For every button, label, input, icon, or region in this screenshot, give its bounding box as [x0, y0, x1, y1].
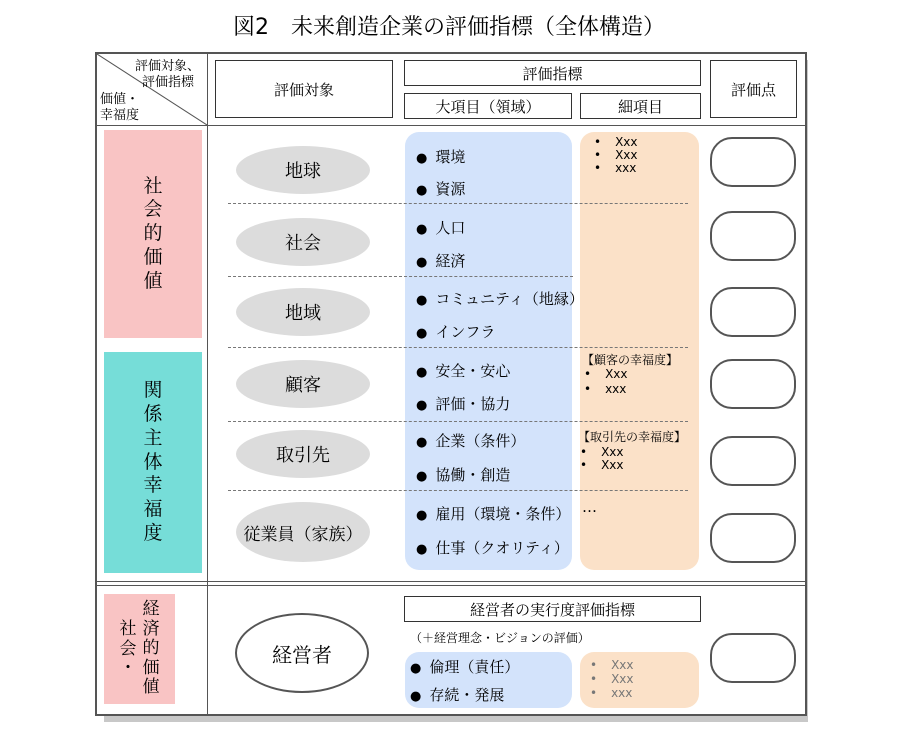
list-item: ● 企業（条件） [416, 432, 526, 450]
list-item: ● 資源 [416, 180, 466, 198]
list-item: ● インフラ [416, 323, 496, 341]
economic-col1 [143, 600, 160, 698]
detail-header: 【顧客の幸福度】 [582, 353, 679, 367]
detail-label: Xxx [611, 672, 634, 686]
item-label: 人口 [435, 219, 466, 237]
detail-label: Xxx [601, 458, 624, 472]
header-detail: 細項目 [580, 93, 701, 119]
diag-top-line1: 評価対象、 [135, 59, 201, 74]
detail-label: Xxx [601, 445, 624, 459]
char: 会 [119, 638, 137, 659]
item-label: 協働・創造 [435, 466, 511, 484]
char: 値 [142, 677, 160, 698]
char: 社 [143, 174, 163, 197]
economic-col2 [120, 620, 137, 679]
row-separator [228, 490, 688, 491]
score-box[interactable] [710, 211, 796, 261]
detail-item: • Xxx [590, 672, 634, 686]
list-item: ● 雇用（環境・条件） [416, 505, 571, 523]
detail-label: xxx [605, 382, 627, 396]
header-target: 評価対象 [215, 60, 393, 118]
score-box[interactable] [710, 513, 796, 563]
list-item: ● 協働・創造 [416, 466, 511, 484]
item-label: 環境 [435, 148, 466, 166]
section-divider [97, 585, 805, 586]
char: 係 [143, 403, 163, 426]
category-social-value [104, 130, 202, 338]
score-box[interactable] [710, 633, 796, 683]
score-box[interactable] [710, 436, 796, 486]
item-label: 仕事（クオリティ） [435, 539, 569, 557]
target-employee: 従業員（家族） [236, 502, 370, 562]
char: 社 [119, 619, 137, 639]
item-label: コミュニティ（地縁） [435, 290, 584, 308]
detail-header: 【取引先の幸福度】 [578, 430, 687, 444]
category-stakeholder [104, 352, 202, 573]
char: 主 [143, 426, 163, 449]
detail-label: xxx [611, 686, 633, 700]
char: 値 [143, 269, 163, 292]
row-separator [228, 276, 573, 277]
row-separator [228, 347, 688, 348]
item-label: 存続・発展 [429, 686, 505, 704]
section-divider [97, 581, 805, 582]
header-score: 評価点 [710, 60, 797, 118]
char: 幸 [143, 474, 163, 497]
list-item: ● 人口 [416, 219, 466, 237]
detail-label: Xxx [605, 367, 628, 381]
char: 済 [142, 618, 160, 639]
list-item: ● 安全・安心 [416, 362, 511, 380]
char: 価 [143, 245, 163, 268]
detail-label: Xxx [615, 135, 638, 149]
target-customer: 顧客 [236, 360, 370, 408]
item-label: 経済 [435, 252, 466, 270]
detail-item: • Xxx [590, 658, 634, 672]
detail-label: xxx [615, 161, 637, 175]
char: 福 [143, 498, 163, 521]
target-earth: 地球 [236, 146, 370, 194]
figure-title: 図2 未来創造企業の評価指標（全体構造） [233, 15, 665, 40]
detail-item: • Xxx [580, 458, 624, 472]
manager-note: （＋経営理念・ビジョンの評価） [410, 631, 590, 645]
char: 的 [142, 638, 160, 659]
header-major: 大項目（領域） [404, 93, 572, 119]
char: 関 [143, 379, 163, 402]
category-economic-social-value [104, 594, 175, 704]
header-divider [97, 125, 805, 126]
detail-item: • Xxx [580, 445, 624, 459]
list-item: ● 倫理（責任） [410, 658, 520, 676]
item-label: 倫理（責任） [429, 658, 520, 676]
row-separator [228, 203, 688, 204]
detail-item: • Xxx [594, 148, 638, 162]
char: 価 [142, 657, 160, 678]
detail-item: • Xxx [594, 135, 638, 149]
detail-item: • xxx [594, 161, 637, 175]
diag-bottom-line1: 価値・ [100, 92, 140, 107]
row-separator [228, 421, 688, 422]
manager-indicator-title: 経営者の実行度評価指標 [404, 596, 701, 622]
item-label: 安全・安心 [435, 362, 511, 380]
char: 経 [142, 599, 160, 619]
item-label: 企業（条件） [435, 432, 526, 450]
item-label: 雇用（環境・条件） [435, 505, 571, 523]
char: 的 [143, 222, 163, 245]
score-box[interactable] [710, 359, 796, 409]
item-label: インフラ [435, 323, 496, 341]
list-item: ● 経済 [416, 252, 466, 270]
detail-ellipsis: … [582, 498, 597, 516]
detail-item: • xxx [590, 686, 633, 700]
list-item: ● 環境 [416, 148, 466, 166]
list-item: ● 存続・発展 [410, 686, 505, 704]
item-label: 評価・協力 [435, 395, 511, 413]
diag-top-line2: 評価指標 [142, 75, 195, 90]
target-society: 社会 [236, 218, 370, 266]
list-item: ● 仕事（クオリティ） [416, 539, 569, 557]
detail-area [580, 132, 699, 570]
list-item: ● 評価・協力 [416, 395, 511, 413]
target-region: 地域 [236, 288, 370, 336]
char: ・ [119, 658, 137, 679]
detail-label: Xxx [615, 148, 638, 162]
target-manager: 経営者 [235, 613, 369, 693]
char: 度 [143, 521, 163, 544]
item-label: 資源 [435, 180, 466, 198]
char: 会 [143, 198, 163, 221]
score-box[interactable] [710, 287, 796, 337]
detail-item: • Xxx [584, 367, 628, 381]
list-item: ● コミュニティ（地縁） [416, 290, 584, 308]
target-supplier: 取引先 [236, 430, 370, 478]
score-box[interactable] [710, 137, 796, 187]
detail-item: • xxx [584, 382, 627, 396]
diag-bottom-line2: 幸福度 [100, 108, 140, 123]
detail-label: Xxx [611, 658, 634, 672]
header-indicator: 評価指標 [404, 60, 701, 86]
char: 体 [143, 450, 163, 473]
column-divider [207, 54, 208, 714]
